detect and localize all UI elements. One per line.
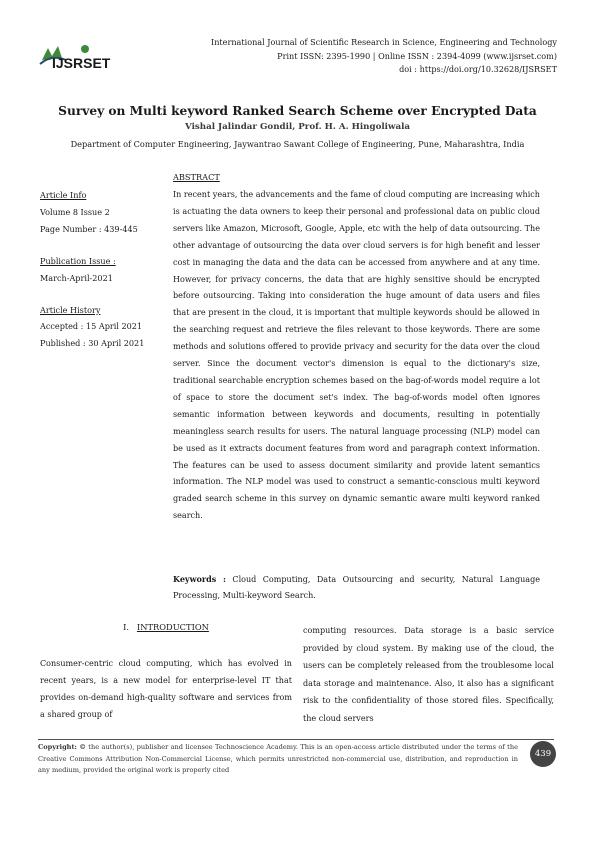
article-info-panel	[40, 187, 165, 352]
paper-title: Survey on Multi keyword Ranked Search Scheme over Encrypted Data	[58, 104, 537, 118]
paper-authors: Vishal Jalindar Gondil, Prof. H. A. Hingoliwala	[184, 122, 411, 132]
journal-header	[177, 36, 557, 77]
keywords-block	[173, 571, 540, 604]
volume-issue: Volume 8 Issue 2	[40, 206, 110, 217]
article-info-heading: Article Info	[40, 190, 87, 200]
intro-left-column: Consumer-centric cloud computing, which has evolved in recent years, is a new model for enterprise-level IT that provides on-demand high-quality software and services from a shared group of	[40, 659, 292, 719]
license-text: the author(s), publisher and licensee Technoscience Academy. This is an open-access article distributed under the terms of the Creative Commons Attribution Non-Commercial License, which permits unrestricted non-commercial use, distribution, and reproduction in any medium, provided the original work is properly cited	[38, 743, 518, 774]
abstract-heading: ABSTRACT	[173, 172, 220, 182]
page-number-range: Page Number : 439-445	[40, 223, 138, 234]
doi-line: doi : https://doi.org/10.32628/IJSRSET	[399, 64, 557, 74]
intro-right-column: computing resources. Data storage is a basic service provided by cloud system. By making use of the cloud, the users can be completely released from the troublesome local data storage and maintenance. Also, it also has a significant risk to the confidentiality of those stored files. Specifically, the cloud servers	[303, 626, 554, 723]
issn-line: Print ISSN: 2395-1990 | Online ISSN : 2394-4099 (www.ijsrset.com)	[277, 50, 557, 61]
publication-issue: March-April-2021	[40, 272, 113, 283]
section-number: I.	[123, 622, 129, 632]
page-number-badge: 439	[530, 741, 556, 767]
article-history-heading: Article History	[40, 304, 101, 315]
publication-issue-heading: Publication Issue :	[40, 255, 116, 266]
abstract-body	[173, 187, 540, 525]
copyright-icon: ©	[79, 743, 86, 751]
accepted-date: Accepted : 15 April 2021	[40, 321, 143, 332]
introduction-heading	[40, 622, 292, 632]
journal-name: International Journal of Scientific Research in Science, Engineering and Technology	[211, 37, 557, 47]
journal-logo	[38, 40, 124, 74]
abstract-text: In recent years, the advancements and the fame of cloud computing are increasing which is actuating the data owners to keep their personal and professional data on public cloud servers like Amazon, Microsoft, Google, Apple, etc with the help of data outsourcing. The other advantage of outsourcing the data over cloud servers is for high benefit and lesser cost in managing the data and the data can be accessed from anywhere and at any time. However, for privacy concerns, the data that are highly sensitive should be encrypted before outsourcing. Taking into consideration the huge amount of data users and files that are present in the cloud, it is important that multiple keywords should be allowed in the searching request and retrieve the files relevant to those keywords. There are some methods and solutions offered to provide privacy and security for the data over the cloud server. Since the document vector's dimension is equal to the dictionary's size, traditional searchable encryption schemes based on the bag-of-words model require a lot of space to store the document set's index. The bag-of-words model often ignores semantic information between keywords and documents, resulting in potentially meaningless search results for users. The natural language processing (NLP) model can be used as it extracts document features from word and paragraph context information. The features can be used to assess document similarity and provide latent semantics information. The NLP model was used to construct a semantic-conscious multi keyword graded search scheme in this survey on dynamic semantic aware multi keyword ranked search.	[173, 190, 540, 521]
copyright-footer	[38, 742, 518, 777]
logo-text: IJSRSET	[52, 55, 111, 71]
keywords-label: Keywords :	[173, 574, 226, 584]
keywords-list: Cloud Computing, Data Outsourcing and security, Natural Language Processing, Multi-keyword Search.	[173, 575, 540, 600]
published-date: Published : 30 April 2021	[40, 338, 145, 349]
section-title: INTRODUCTION	[136, 622, 209, 632]
footer-divider	[38, 739, 554, 740]
copyright-label: Copyright:	[38, 743, 77, 751]
logo-icon	[38, 40, 124, 74]
paper-affiliation: Department of Computer Engineering, Jaywantrao Sawant College of Engineering, Pune, Maharashtra, India	[70, 139, 525, 149]
